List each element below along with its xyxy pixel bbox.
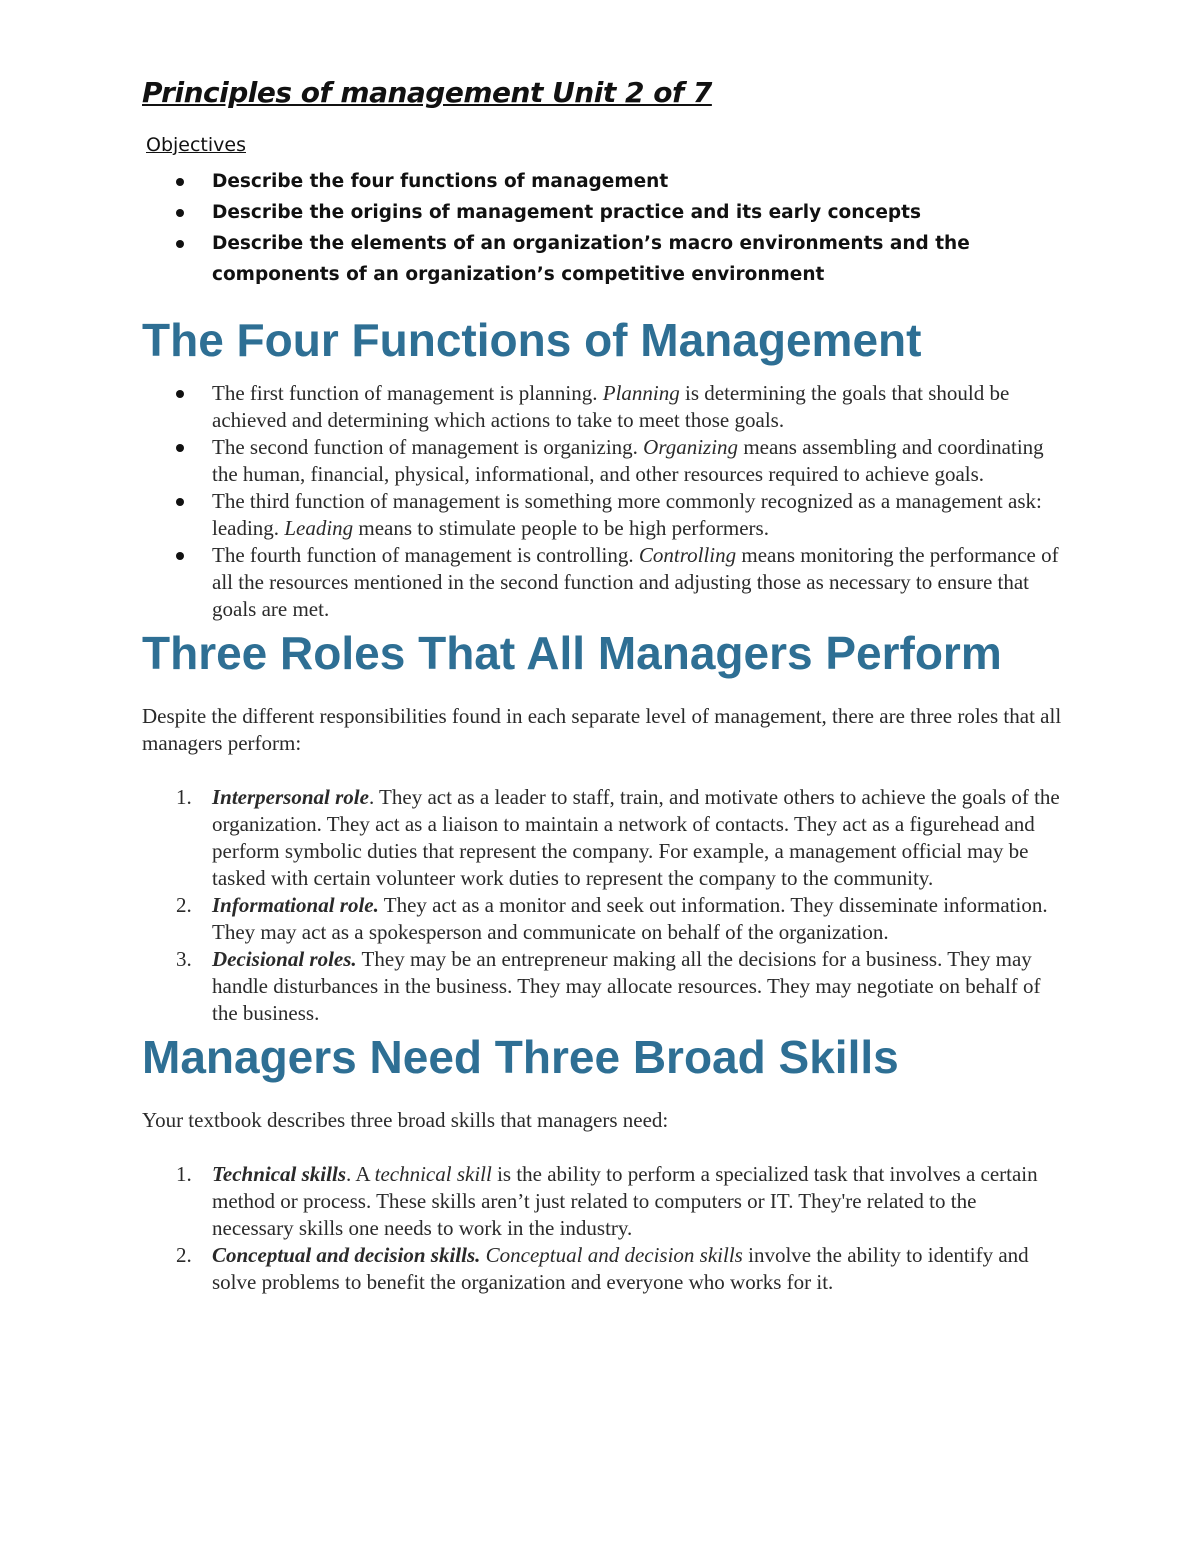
skill-term-italic: Conceptual and decision skills <box>485 1243 743 1267</box>
function-text: The third function of management is something more commonly recognized as a management ask: leading. <box>212 489 1042 540</box>
skill-term-italic: technical skill <box>374 1162 492 1186</box>
heading-three-skills: Managers Need Three Broad Skills <box>142 1031 899 1083</box>
function-text: The fourth function of management is controlling. <box>212 543 639 567</box>
objective-item <box>142 228 1062 290</box>
list-number: 3. <box>176 947 192 971</box>
objective-text: Describe the elements of an organization’s macro environments and the components of an organization’s competitive environment <box>212 233 970 285</box>
bullet-icon <box>176 390 184 398</box>
objective-item <box>142 197 1062 228</box>
role-term: Interpersonal role <box>212 785 369 809</box>
function-term: Leading <box>284 516 354 540</box>
document-content <box>142 72 1062 1296</box>
bullet-icon <box>176 444 184 452</box>
bullet-icon <box>176 240 184 248</box>
bullet-icon <box>176 178 184 186</box>
role-text: They act as a monitor and seek out information. They disseminate information. They may act as a spokesperson and communicate on behalf of the organization. <box>212 893 1048 944</box>
role-text: . They act as a leader to staff, train, and motivate others to achieve the goals of the organization. They act as a liaison to maintain a network of contacts. They act as a figurehead and perform symbolic duties that represent the company. For example, a management official may be tasked with certain volunteer work duties to represent the company to the community. <box>212 785 1060 890</box>
skill-term: Conceptual and decision skills. <box>212 1243 481 1267</box>
skill-text: involve the ability to identify and solve problems to benefit the organization and everyone who works for it. <box>212 1243 1029 1294</box>
function-text: means assembling and coordinating the human, financial, physical, informational, and other resources required to achieve goals. <box>212 435 1044 486</box>
function-text: The second function of management is organizing. <box>212 435 644 459</box>
roles-intro: Despite the different responsibilities found in each separate level of management, there are three roles that all managers perform: <box>142 704 1062 755</box>
role-item <box>142 946 1062 1027</box>
skills-intro: Your textbook describes three broad skills that managers need: <box>142 1108 669 1132</box>
skill-text: . A <box>346 1162 375 1186</box>
list-number: 1. <box>176 1162 192 1186</box>
function-term: Planning <box>602 381 680 405</box>
roles-list <box>142 784 1062 1027</box>
skill-item <box>142 1161 1062 1242</box>
list-number: 1. <box>176 785 192 809</box>
heading-four-functions: The Four Functions of Management <box>142 314 922 366</box>
bullet-icon <box>176 552 184 560</box>
objective-item <box>142 166 1062 197</box>
function-text: is determining the goals that should be achieved and determining which actions to take to meet those goals. <box>212 381 1010 432</box>
role-item <box>142 784 1062 892</box>
function-item <box>142 542 1062 623</box>
role-text: They may be an entrepreneur making all the decisions for a business. They may handle disturbances in the business. They may allocate resources. They may negotiate on behalf of the business. <box>212 947 1041 1025</box>
four-functions-list <box>142 380 1062 623</box>
objectives-label: Objectives <box>146 134 246 156</box>
skill-item <box>142 1242 1062 1296</box>
heading-three-roles: Three Roles That All Managers Perform <box>142 627 1002 679</box>
function-text: The first function of management is planning. <box>212 381 603 405</box>
document-title: Principles of management Unit 2 of 7 <box>142 76 712 109</box>
objective-text: Describe the origins of management practice and its early concepts <box>212 202 922 223</box>
skill-text: is the ability to perform a specialized task that involves a certain method or process. These skills aren’t just related to computers or IT. They're related to the necessary skills one needs to work in the industry. <box>212 1162 1038 1240</box>
function-term: Organizing <box>643 435 739 459</box>
objective-text: Describe the four functions of management <box>212 171 669 192</box>
function-text: means monitoring the performance of all the resources mentioned in the second function and adjusting those as necessary to ensure that goals are met. <box>212 543 1059 621</box>
function-term: Controlling <box>638 543 737 567</box>
bullet-icon <box>176 209 184 217</box>
function-text: means to stimulate people to be high performers. <box>353 516 769 540</box>
list-number: 2. <box>176 893 192 917</box>
bullet-icon <box>176 498 184 506</box>
role-term: Informational role. <box>212 893 379 917</box>
role-item <box>142 892 1062 946</box>
skill-term: Technical skills <box>212 1162 346 1186</box>
function-item <box>142 488 1062 542</box>
skills-list <box>142 1161 1062 1296</box>
function-item <box>142 434 1062 488</box>
list-number: 2. <box>176 1243 192 1267</box>
role-term: Decisional roles. <box>212 947 357 971</box>
function-item <box>142 380 1062 434</box>
objectives-list <box>142 166 1062 290</box>
